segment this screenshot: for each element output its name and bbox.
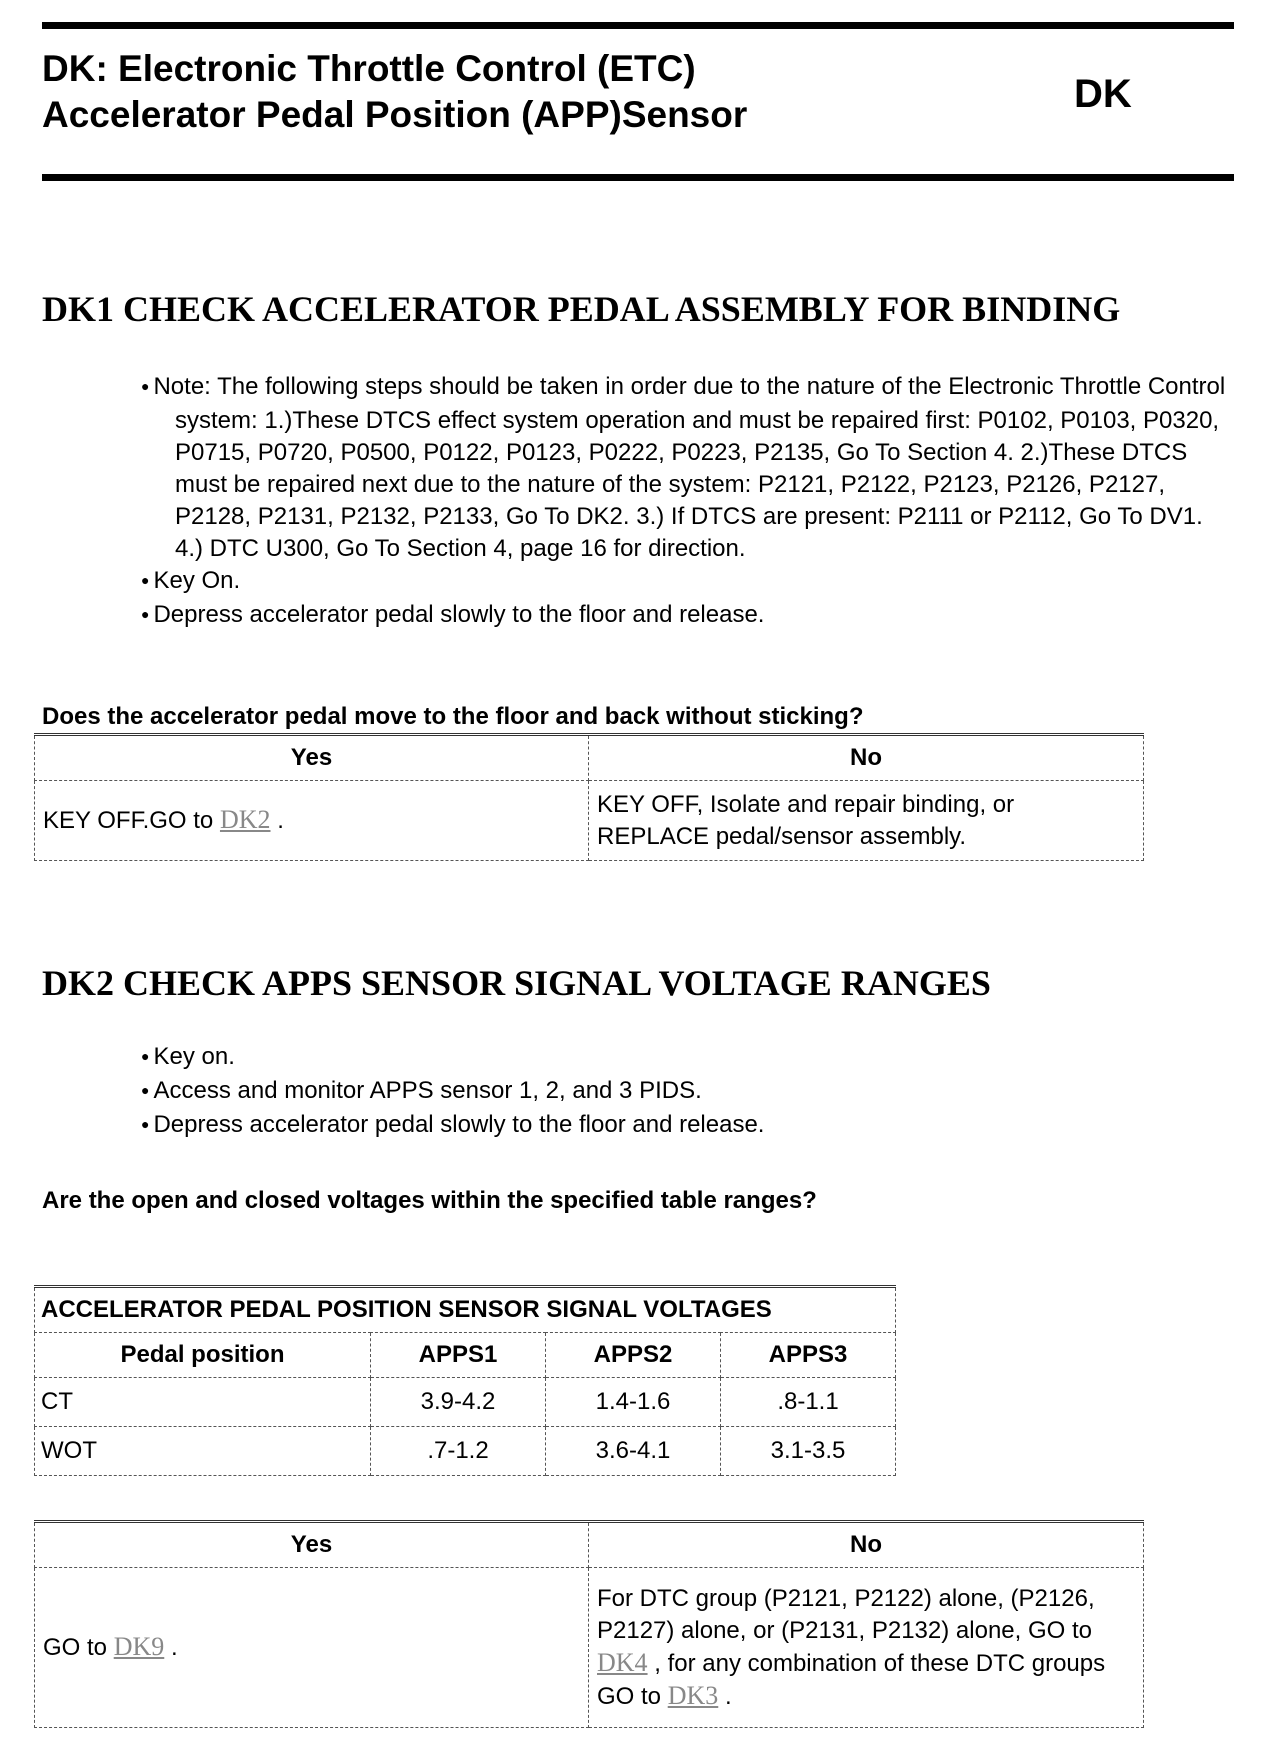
dk4-link[interactable]: DK4 — [597, 1647, 648, 1677]
cell-position: WOT — [35, 1427, 371, 1476]
col-header-apps1: APPS1 — [371, 1333, 546, 1378]
table-row — [35, 1378, 896, 1427]
dk1-step-key-on: ● Key On. — [141, 567, 241, 594]
col-header-apps3: APPS3 — [721, 1333, 896, 1378]
dk2-no-cell: For DTC group (P2121, P2122) alone, (P2126, P2127) alone, or (P2131, P2132) alone, GO to DK4 , for any combination of these DTC groups GO to DK3 . — [589, 1568, 1144, 1728]
document-title — [42, 46, 747, 138]
cell-apps2: 3.6-4.1 — [546, 1427, 721, 1476]
dk1-yes-header: Yes — [35, 735, 589, 781]
bottom-rule — [42, 174, 1234, 181]
col-header-apps2: APPS2 — [546, 1333, 721, 1378]
bullet-icon: ● — [141, 1048, 150, 1064]
bullet-icon: ● — [141, 572, 150, 588]
bullet-icon: ● — [141, 378, 150, 394]
dk1-yes-cell: KEY OFF.GO to DK2 . — [35, 781, 589, 861]
bullet-icon: ● — [141, 1116, 150, 1132]
dk2-heading: DK2 CHECK APPS SENSOR SIGNAL VOLTAGE RANGES — [42, 963, 991, 1003]
top-rule — [42, 22, 1234, 29]
cell-apps3: 3.1-3.5 — [721, 1427, 896, 1476]
dk2-question: Are the open and closed voltages within the specified table ranges? — [42, 1187, 817, 1214]
title-line-2: Accelerator Pedal Position (APP)Sensor — [42, 94, 748, 135]
title-line-1: DK: Electronic Throttle Control (ETC) — [42, 48, 696, 89]
cell-apps1: .7-1.2 — [371, 1427, 546, 1476]
dk2-no-header: No — [589, 1522, 1144, 1568]
bullet-icon: ● — [141, 1082, 150, 1098]
dk2-step-monitor: ● Access and monitor APPS sensor 1, 2, and 3 PIDS. — [141, 1077, 702, 1104]
dk1-step-depress: ● Depress accelerator pedal slowly to the floor and release. — [141, 601, 765, 628]
voltage-table — [34, 1285, 896, 1476]
dk1-question: Does the accelerator pedal move to the floor and back without sticking? — [42, 703, 864, 730]
dk3-link[interactable]: DK3 — [667, 1680, 719, 1710]
section-code: DK — [1074, 72, 1132, 116]
dk1-heading: DK1 CHECK ACCELERATOR PEDAL ASSEMBLY FOR BINDING — [42, 289, 1121, 329]
dk1-step-note: ● Note: The following steps should be taken in order due to the nature of the Electronic Throttle Control system: 1.)These DTCS effect system operation and must be repaired first: P0102, P0103, P0320, P0715, P0720, P0500, P0122, P0123, P0222, P0223, P2135, Go To Section 4. 2.)These DTCS must be repaired next due to the nature of the system: P2121, P2122, P2123, P2126, P2127, P2128, P2131, P2132, P2133, Go To DK2. 3.) If DTCS are present: P2111 or P2112, Go To DV1. 4.) DTC U300, Go To Section 4, page 16 for direction. — [141, 373, 1226, 562]
bullet-icon: ● — [141, 606, 150, 622]
dk1-no-cell: KEY OFF, Isolate and repair binding, or REPLACE pedal/sensor assembly. — [589, 781, 1144, 861]
voltage-table-title: ACCELERATOR PEDAL POSITION SENSOR SIGNAL VOLTAGES — [35, 1287, 896, 1333]
dk2-steps — [125, 1041, 1235, 1143]
dk2-link[interactable]: DK2 — [219, 805, 271, 834]
dk2-decision-table — [34, 1520, 1144, 1728]
cell-position: CT — [35, 1378, 371, 1427]
cell-apps2: 1.4-1.6 — [546, 1378, 721, 1427]
cell-apps1: 3.9-4.2 — [371, 1378, 546, 1427]
dk1-steps — [125, 371, 1235, 633]
dk1-decision-table — [34, 733, 1144, 861]
dk2-yes-cell: GO to DK9 . — [35, 1568, 589, 1728]
dk2-yes-header: Yes — [35, 1522, 589, 1568]
dk1-no-header: No — [589, 735, 1144, 781]
col-header-pedal-position: Pedal position — [35, 1333, 371, 1378]
dk2-step-depress: ● Depress accelerator pedal slowly to the floor and release. — [141, 1111, 765, 1138]
cell-apps3: .8-1.1 — [721, 1378, 896, 1427]
dk2-step-key-on: ● Key on. — [141, 1043, 235, 1070]
dk9-link[interactable]: DK9 — [113, 1632, 165, 1661]
table-row — [35, 1427, 896, 1476]
